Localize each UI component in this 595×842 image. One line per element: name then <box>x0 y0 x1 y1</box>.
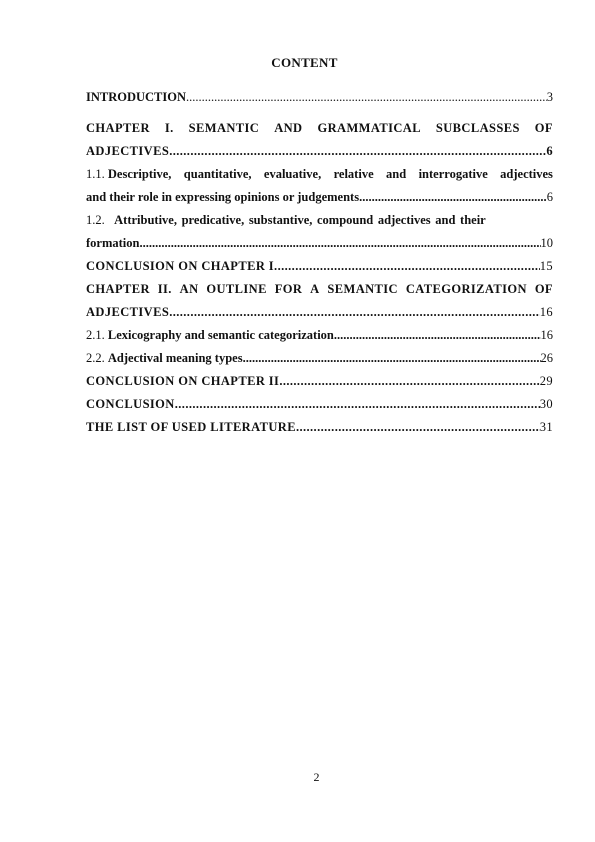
toc-leader-dots <box>139 232 540 255</box>
toc-entry-label: CONCLUSION <box>86 397 175 411</box>
toc-word: FOR <box>274 282 303 296</box>
page-title: CONTENT <box>271 55 338 70</box>
toc-entry-label: ADJECTIVES <box>86 144 170 158</box>
toc-entry-conclusion-chapter-1[interactable] <box>86 255 553 278</box>
toc-word: GRAMMATICAL <box>317 121 421 135</box>
toc-page-number: 26 <box>540 351 553 365</box>
toc-entry-section-1-2[interactable] <box>86 232 553 255</box>
toc-page-number: 31 <box>539 420 553 434</box>
toc-entry-label: THE LIST OF USED LITERATURE <box>86 420 296 434</box>
toc-word: SUBCLASSES <box>435 121 520 135</box>
toc-entry-section-1-2-heading[interactable] <box>86 209 553 232</box>
toc-page-number: 16 <box>540 328 553 342</box>
toc-entry-label: Attributive, predicative, substantive, compound adjectives and their <box>114 213 486 227</box>
toc-entry-label: INTRODUCTION <box>86 90 187 104</box>
toc-leader-dots <box>359 186 547 209</box>
toc-page-number: 29 <box>539 374 553 388</box>
toc-word: AN <box>179 282 199 296</box>
toc-entry-label: and their role in expressing opinions or judgements <box>86 190 360 204</box>
toc-word: CHAPTER <box>86 121 150 135</box>
section-number: 1.2. <box>86 213 115 227</box>
toc-entry-section-1-1-heading[interactable] <box>86 163 553 186</box>
toc-entry-literature[interactable] <box>86 416 553 439</box>
toc-word: CHAPTER <box>86 282 150 296</box>
toc-word: evaluative, <box>263 167 322 181</box>
toc-entry-section-2-1[interactable] <box>86 324 553 347</box>
toc-entry-label: CONCLUSION ON CHAPTER II <box>86 374 280 388</box>
toc-entry-label: CONCLUSION ON CHAPTER I <box>86 259 275 273</box>
toc-entry-conclusion-chapter-2[interactable] <box>86 370 553 393</box>
toc-entry-chapter-2[interactable] <box>86 301 553 324</box>
toc-word: interrogative <box>418 167 488 181</box>
page-number: 2 <box>313 770 320 784</box>
table-of-contents <box>86 86 553 439</box>
toc-entry-conclusion[interactable] <box>86 393 553 416</box>
toc-word: AND <box>274 121 303 135</box>
toc-word: and <box>386 167 407 181</box>
toc-leader-dots <box>334 324 541 347</box>
toc-entry-introduction[interactable] <box>86 86 553 109</box>
toc-entry-chapter-2-heading[interactable] <box>86 278 553 301</box>
toc-entry-chapter-1[interactable] <box>86 140 553 163</box>
toc-entry-label: formation <box>86 236 140 250</box>
toc-page-number: 6 <box>546 144 553 158</box>
toc-leader-dots <box>243 347 541 370</box>
toc-page-number: 30 <box>539 397 553 411</box>
toc-word: adjectives <box>500 167 553 181</box>
toc-entry-section-1-1[interactable] <box>86 186 553 209</box>
toc-word: A <box>310 282 320 296</box>
section-number: 2.2. <box>86 351 108 365</box>
toc-word: I. <box>164 121 174 135</box>
toc-page-number: 10 <box>540 236 553 250</box>
toc-word: relative <box>333 167 374 181</box>
toc-leader-dots <box>279 370 539 393</box>
toc-leader-dots <box>186 86 547 109</box>
section-number: 2.1. <box>86 328 108 342</box>
toc-word: quantitative, <box>183 167 252 181</box>
toc-page-number: 15 <box>539 259 553 273</box>
toc-word: OF <box>534 282 553 296</box>
toc-word: SEMANTIC <box>188 121 260 135</box>
toc-page-number: 6 <box>546 190 553 204</box>
toc-entry-section-2-2[interactable] <box>86 347 553 370</box>
toc-leader-dots <box>169 140 546 163</box>
toc-word: II. <box>157 282 172 296</box>
toc-leader-dots <box>274 255 540 278</box>
toc-word: OUTLINE <box>206 282 267 296</box>
toc-entry-label: ADJECTIVES <box>86 305 170 319</box>
toc-word: SEMANTIC <box>327 282 398 296</box>
section-number: 1.1. <box>86 167 108 181</box>
toc-word: 1.1. Descriptive, <box>86 167 172 181</box>
toc-entry-chapter-1-heading[interactable] <box>86 117 553 140</box>
toc-entry-label: Lexicography and semantic categorization <box>107 328 334 342</box>
toc-word: CATEGORIZATION <box>405 282 527 296</box>
toc-entry-label: Adjectival meaning types <box>107 351 243 365</box>
toc-page-number: 3 <box>546 90 553 104</box>
toc-word: OF <box>534 121 553 135</box>
toc-leader-dots <box>169 301 540 324</box>
toc-leader-dots <box>175 393 540 416</box>
toc-page-number: 16 <box>539 305 553 319</box>
toc-leader-dots <box>296 416 540 439</box>
